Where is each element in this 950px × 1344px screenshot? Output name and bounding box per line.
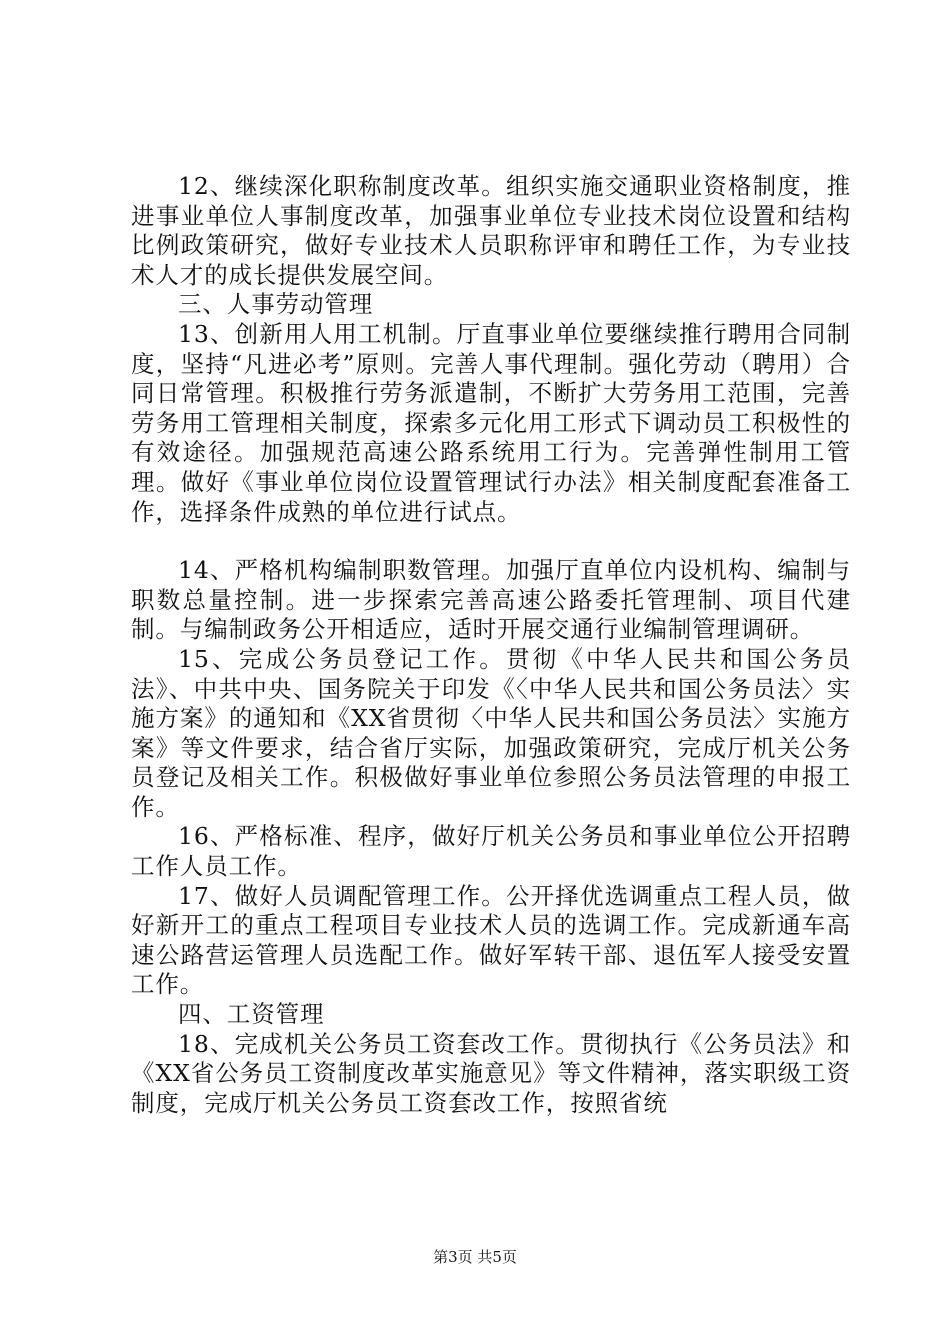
paragraph-15: 15、完成公务员登记工作。贯彻《中华人民共和国公务员法》、中共中央、国务院关于印发《〈中华人民共和国公务员法〉实施方案》的通知和《XX省贯彻〈中华人民共和国公务员法〉实施方案》等文件要求，结合省厅实际，加强政策研究，完成厅机关公务员登记及相关工作。积极做好事业单位参照公务员法管理的申报工作。: [131, 644, 851, 821]
paragraph-13: 13、创新用人用工机制。厅直事业单位要继续推行聘用合同制度，坚持“凡进必考”原则。完善人事代理制。强化劳动（聘用）合同日常管理。积极推行劳务派遣制，不断扩大劳务用工范围，完善劳务用工管理相关制度，探索多元化用工形式下调动员工积极性的有效途径。加强规范高速公路系统用工行为。完善弹性制用工管理。做好《事业单位岗位设置管理试行办法》相关制度配套准备工作，选择条件成熟的单位进行试点。: [131, 319, 851, 526]
paragraph-16: 16、严格标准、程序，做好厅机关公务员和事业单位公开招聘工作人员工作。: [131, 822, 851, 881]
page-number: 第3页 共5页: [433, 1248, 517, 1266]
paragraph-12: 12、继续深化职称制度改革。组织实施交通职业资格制度，推进事业单位人事制度改革，加强事业单位专业技术岗位设置和结构比例政策研究，做好专业技术人员职称评审和聘任工作，为专业技术人才的成长提供发展空间。: [131, 172, 851, 289]
paragraph-18: 18、完成机关公务员工资套改工作。贯彻执行《公务员法》和《XX省公务员工资制度改革实施意见》等文件精神，落实职级工资制度，完成厅机关公务员工资套改工作，按照省统: [131, 1029, 851, 1117]
document-body: [131, 172, 851, 1118]
section-heading-3: 三、人事劳动管理: [178, 290, 374, 319]
section-heading-4: 四、工资管理: [178, 1000, 325, 1029]
paragraph-17: 17、做好人员调配管理工作。公开择优选调重点工程人员，做好新开工的重点工程项目专业技术人员的选调工作。完成新通车高速公路营运管理人员选配工作。做好军转干部、退伍军人接受安置工作。: [131, 881, 851, 999]
paragraph-14: 14、严格机构编制职数管理。加强厅直单位内设机构、编制与职数总量控制。进一步探索完善高速公路委托管理制、项目代建制。与编制政务公开相适应，适时开展交通行业编制管理调研。: [131, 556, 851, 644]
blank-line: [131, 527, 851, 556]
